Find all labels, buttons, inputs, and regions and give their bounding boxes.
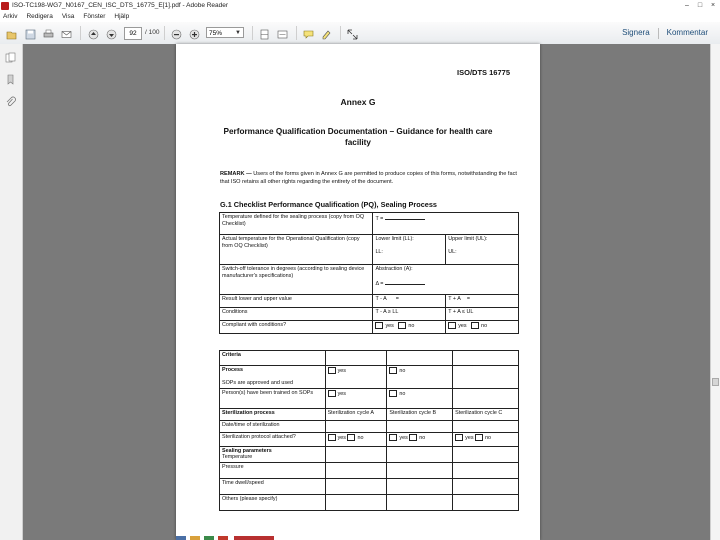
table-cell — [387, 420, 453, 432]
menu-window[interactable]: Fönster — [83, 13, 106, 20]
chevron-down-icon: ▼ — [235, 30, 241, 36]
open-icon[interactable] — [6, 27, 17, 38]
table-cell — [325, 351, 387, 366]
remark-paragraph — [220, 170, 520, 186]
table-cell: Actual temperature for the Operational Qualification (copy from OQ Checklist) — [220, 235, 373, 265]
comment-button[interactable]: Kommentar — [666, 28, 708, 37]
temperature-checklist-table — [219, 212, 519, 334]
table-row — [220, 351, 519, 366]
zoom-out-icon[interactable] — [171, 27, 182, 38]
taskbar-strip — [176, 536, 296, 540]
window-title: ISO-TC198-WG7_N0167_CEN_ISC_DTS_16775_E[1].pdf - Adobe Reader — [12, 2, 229, 9]
checkbox[interactable] — [389, 367, 397, 374]
highlight-icon[interactable] — [321, 27, 332, 38]
table-row — [220, 462, 519, 478]
navigation-panel — [0, 44, 23, 540]
next-page-icon[interactable] — [106, 27, 117, 38]
table-cell: Lower limit (LL): LL: — [373, 235, 446, 265]
print-icon[interactable] — [43, 27, 54, 38]
table-cell — [387, 351, 453, 366]
table-cell — [387, 462, 453, 478]
pdf-page — [176, 44, 540, 540]
table-row — [220, 366, 519, 389]
menu-edit[interactable]: Redigera — [26, 13, 53, 20]
table-cell — [453, 478, 519, 494]
table-cell: Compliant with conditions? — [220, 321, 373, 334]
table-row — [220, 308, 519, 321]
table-cell: Person(s) have been trained on SOPs — [220, 388, 326, 408]
table-row — [220, 408, 519, 420]
table-cell — [387, 494, 453, 510]
remark-text: Users of the forms given in Annex G are permitted to produce copies of this forms, notwithstanding the fact that ISO retains all other rights regarding the entirety of the document. — [220, 171, 517, 185]
page-total: / 100 — [145, 29, 160, 36]
table-cell — [453, 420, 519, 432]
table-cell: T + A ≤ UL — [446, 308, 519, 321]
table-cell: Upper limit (UL): UL: — [446, 235, 519, 265]
menu-bar — [0, 12, 720, 22]
table-cell: Time dwell/speed — [220, 478, 326, 494]
table-row — [220, 494, 519, 510]
table-cell — [453, 494, 519, 510]
table-row — [220, 432, 519, 446]
table-cell: Process SOPs are approved and used — [220, 366, 326, 389]
table-cell: Result lower and upper value — [220, 295, 373, 308]
menu-view[interactable]: Visa — [61, 13, 75, 20]
table-cell: yes no — [453, 432, 519, 446]
zoom-value: 75% — [209, 30, 223, 37]
table-row — [220, 321, 519, 334]
fit-page-icon[interactable] — [259, 27, 270, 38]
table-cell: yes no — [446, 321, 519, 334]
document-id: ISO/DTS 16775 — [457, 68, 510, 77]
scrollbar-thumb[interactable] — [712, 378, 719, 386]
table-cell: T + A = — [446, 295, 519, 308]
page-number-input[interactable]: 92 — [124, 27, 142, 40]
table-cell: T - A ≥ LL — [373, 308, 446, 321]
table-cell: Sterilization cycle B — [387, 408, 453, 420]
checkbox[interactable] — [389, 390, 397, 397]
table-cell — [453, 462, 519, 478]
checkbox[interactable] — [328, 367, 336, 374]
table-cell — [325, 494, 387, 510]
checkbox[interactable] — [448, 322, 456, 329]
table-cell: Sterilization process — [220, 408, 326, 420]
page-thumbnails-icon[interactable] — [5, 50, 16, 61]
window-controls — [682, 1, 718, 10]
table-cell — [387, 446, 453, 462]
checkbox[interactable] — [409, 434, 417, 441]
table-row — [220, 295, 519, 308]
table-cell: Sterilization protocol attached? — [220, 432, 326, 446]
checkbox[interactable] — [328, 390, 336, 397]
table-cell: Pressure — [220, 462, 326, 478]
table-cell — [453, 446, 519, 462]
table-cell: T - A = — [373, 295, 446, 308]
vertical-scrollbar[interactable] — [710, 44, 720, 540]
toolbar — [0, 22, 720, 45]
table-cell — [453, 366, 519, 389]
save-icon[interactable] — [25, 27, 36, 38]
zoom-in-icon[interactable] — [189, 27, 200, 38]
checkbox[interactable] — [475, 434, 483, 441]
table-cell — [325, 420, 387, 432]
maximize-button[interactable]: □ — [697, 2, 703, 9]
remark-label: REMARK — — [220, 171, 252, 177]
section-heading: G.1 Checklist Performance Qualification (PQ), Sealing Process — [220, 200, 437, 209]
table-cell — [453, 388, 519, 408]
table-cell — [387, 478, 453, 494]
zoom-select[interactable] — [206, 27, 244, 38]
table-cell: no — [387, 388, 453, 408]
document-title: Performance Qualification Documentation – Guidance for health care facility — [223, 127, 493, 147]
comment-icon[interactable] — [303, 27, 314, 38]
table-cell — [325, 478, 387, 494]
table-row — [220, 446, 519, 462]
close-button[interactable]: × — [710, 2, 716, 9]
table-cell: Date/time of sterilization — [220, 420, 326, 432]
table-row — [220, 478, 519, 494]
table-cell: no — [387, 366, 453, 389]
menu-help[interactable]: Hjälp — [114, 13, 130, 20]
title-bar — [0, 0, 720, 12]
checkbox[interactable] — [471, 322, 479, 329]
table-cell: T = — [373, 213, 519, 235]
checkbox[interactable] — [398, 322, 406, 329]
checkbox[interactable] — [347, 434, 355, 441]
bookmarks-icon[interactable] — [5, 72, 16, 83]
table-cell — [325, 446, 387, 462]
table-cell: Temperature defined for the sealing process (copy from OQ Checklist) — [220, 213, 373, 235]
table-row — [220, 265, 519, 295]
toolbar-right — [614, 28, 716, 39]
checkbox[interactable] — [389, 434, 397, 441]
table-cell: Abstraction (A): Δ = — [373, 265, 519, 295]
table-cell — [453, 351, 519, 366]
fit-width-icon[interactable] — [277, 27, 288, 38]
table-row — [220, 213, 519, 235]
table-cell: Sterilization cycle A — [325, 408, 387, 420]
minimize-button[interactable]: – — [685, 2, 689, 9]
previous-page-icon[interactable] — [88, 27, 99, 38]
checkbox[interactable] — [375, 322, 383, 329]
table-cell: yes no — [387, 432, 453, 446]
table-cell: Sealing parameters Temperature — [220, 446, 326, 462]
table-cell: yes — [325, 366, 387, 389]
process-criteria-table — [219, 350, 519, 511]
table-cell: yes — [325, 388, 387, 408]
table-row — [220, 420, 519, 432]
expand-icon[interactable] — [347, 27, 358, 38]
table-row — [220, 388, 519, 408]
checkbox[interactable] — [328, 434, 336, 441]
adobe-reader-icon — [1, 2, 9, 10]
table-row — [220, 235, 519, 265]
annex-heading: Annex G — [340, 97, 376, 107]
menu-file[interactable]: Arkiv — [3, 13, 18, 20]
checkbox[interactable] — [455, 434, 463, 441]
email-icon[interactable] — [61, 27, 72, 38]
table-cell: Conditions — [220, 308, 373, 321]
sign-button[interactable]: Signera — [622, 28, 650, 37]
table-cell: yes no — [325, 432, 387, 446]
table-cell: Sterilization cycle C — [453, 408, 519, 420]
table-cell — [325, 462, 387, 478]
attachments-icon[interactable] — [5, 94, 16, 105]
table-cell: Others (please specify) — [220, 494, 326, 510]
table-cell: Switch-off tolerance in degrees (according to sealing device manufacturer's specifications) — [220, 265, 373, 295]
table-cell: yes no — [373, 321, 446, 334]
table-cell: Criteria — [220, 351, 326, 366]
